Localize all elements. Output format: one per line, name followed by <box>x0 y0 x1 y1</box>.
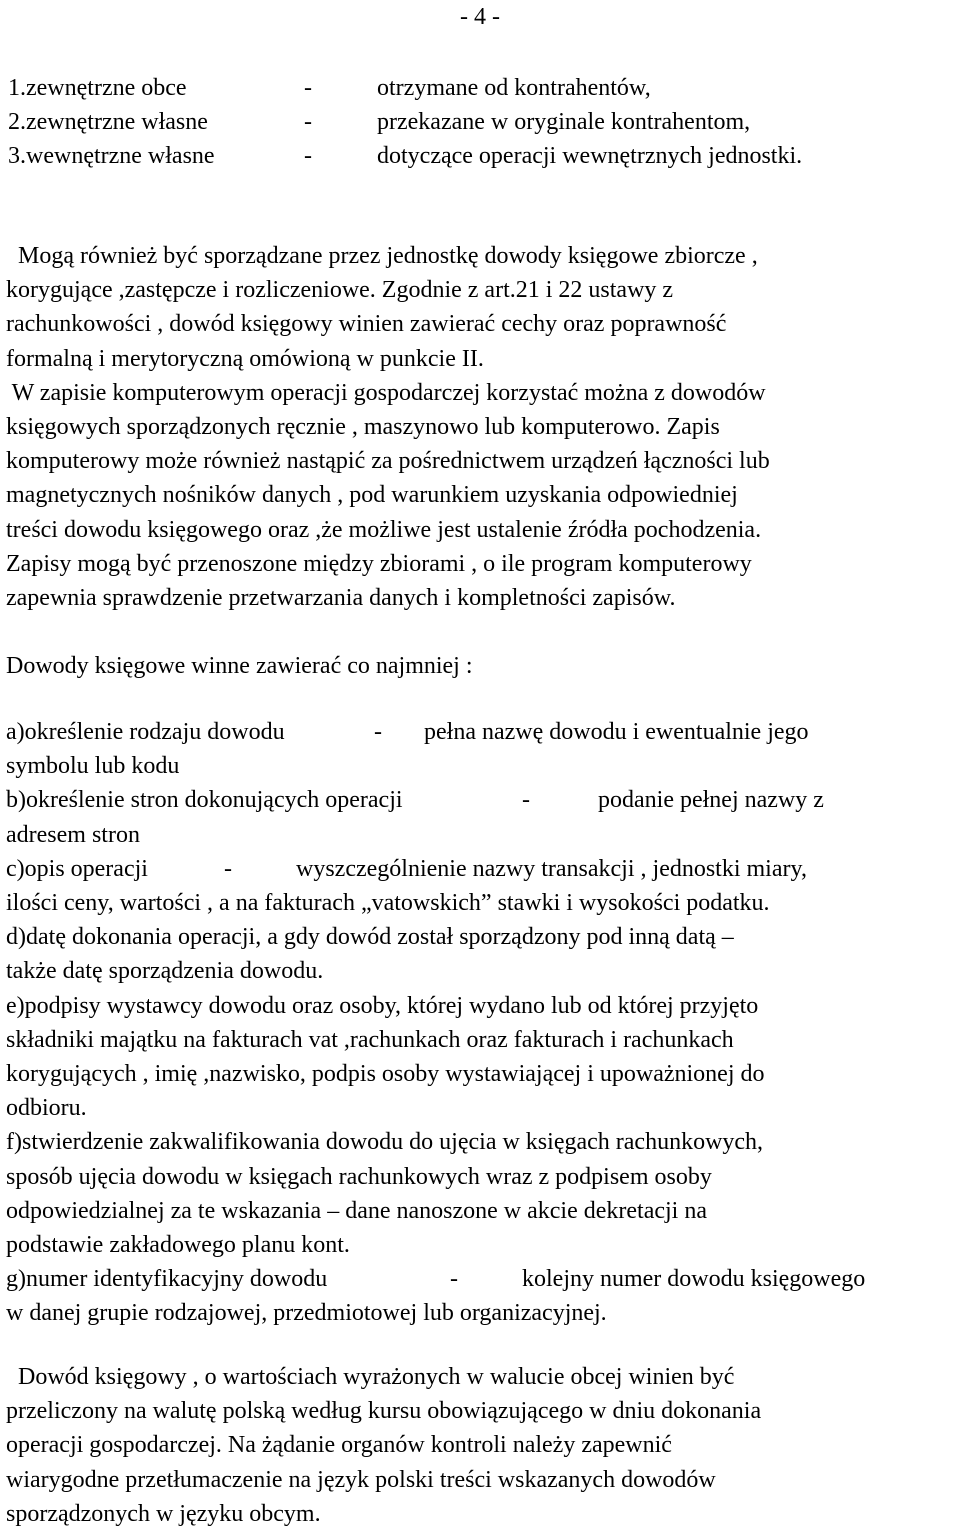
requirement-line: odpowiedzialnej za te wskazania – dane nanoszone w akcie dekretacji na <box>6 1197 708 1224</box>
document-type-dash: - <box>304 109 312 135</box>
paragraph-line: W zapisie komputerowym operacji gospodarczej korzystać można z dowodów <box>6 379 766 406</box>
paragraph-line: rachunkowości , dowód księgowy winien zawierać cechy oraz poprawność <box>6 311 727 338</box>
page-number: - 4 - <box>460 4 500 30</box>
requirement-line: podstawie zakładowego planu kont. <box>6 1232 350 1259</box>
requirement-line <box>6 783 946 817</box>
document-type-desc: otrzymane od kontrahentów, <box>377 75 651 101</box>
requirement-item-b <box>6 783 946 851</box>
requirement-line: symbolu lub kodu <box>6 753 180 780</box>
requirement-item-d <box>6 920 946 988</box>
paragraph-line: treści dowodu księgowego oraz ,że możliwe jest ustalenie źródła pochodzenia. <box>6 516 762 543</box>
paragraph-line: sporządzonych w języku obcym. <box>6 1500 321 1527</box>
paragraph-foreign-currency <box>6 1360 946 1531</box>
requirement-title: b)określenie stron dokonujących operacji <box>6 787 403 814</box>
document-type-dash: - <box>304 75 312 101</box>
requirement-title: a)określenie rodzaju dowodu <box>6 719 285 745</box>
paragraph-line: Zapisy mogą być przenoszone między zbiorami , o ile program komputerowy <box>6 550 752 577</box>
requirement-item-c <box>6 852 946 920</box>
paragraph-line: Mogą również być sporządzane przez jednostkę dowody księgowe zbiorcze , <box>6 243 758 269</box>
paragraph-line: przeliczony na walutę polską według kursu obowiązującego w dniu dokonania <box>6 1398 762 1425</box>
paragraph-line: korygujące ,zastępcze i rozliczeniowe. Zgodnie z art.21 i 22 ustawy z <box>6 277 674 304</box>
requirement-line: korygujących , imię ,nazwisko, podpis osoby wystawiającej i upoważnionej do <box>6 1061 765 1088</box>
requirement-item-a <box>6 715 946 783</box>
requirement-dash: - <box>374 719 382 745</box>
requirement-line: e)podpisy wystawcy dowodu oraz osoby, której wydano lub od której przyjęto <box>6 992 759 1019</box>
requirement-desc: podanie pełnej nazwy z <box>598 787 824 814</box>
requirement-item-g <box>6 1262 946 1330</box>
requirement-line <box>6 715 946 749</box>
requirement-line <box>6 852 946 886</box>
requirement-line: d)datę dokonania operacji, a gdy dowód został sporządzony pod inną datą – <box>6 924 734 951</box>
requirement-title: g)numer identyfikacyjny dowodu <box>6 1266 328 1293</box>
requirement-item-f <box>6 1125 946 1262</box>
paragraph-line: komputerowy może również nastąpić za pośrednictwem urządzeń łączności lub <box>6 448 770 475</box>
paragraph-line: Dowód księgowy , o wartościach wyrażonych w walucie obcej winien być <box>6 1364 735 1390</box>
requirement-line <box>6 1262 946 1296</box>
paragraph-line: magnetycznych nośników danych , pod warunkiem uzyskania odpowiedniej <box>6 482 738 509</box>
requirement-line: składniki majątku na fakturach vat ,rachunkach oraz fakturach i rachunkach <box>6 1026 734 1053</box>
document-type-desc: dotyczące operacji wewnętrznych jednostki. <box>377 143 803 169</box>
document-type-label: 3.wewnętrzne własne <box>8 143 215 169</box>
requirement-desc: pełna nazwę dowodu i ewentualnie jego <box>424 719 809 745</box>
paragraph-line: formalną i merytoryczną omówioną w punkcie II. <box>6 345 484 372</box>
requirement-title: c)opis operacji <box>6 855 148 882</box>
document-type-desc: przekazane w oryginale kontrahentom, <box>377 109 751 135</box>
paragraph-electronic-records <box>6 239 946 615</box>
paragraph-line: operacji gospodarczej. Na żądanie organów kontroli należy zapewnić <box>6 1432 672 1459</box>
paragraph-line: wiarygodne przetłumaczenie na język polski treści wskazanych dowodów <box>6 1466 716 1493</box>
requirement-dash: - <box>224 855 232 882</box>
requirement-dash: - <box>450 1266 458 1293</box>
requirement-line: także datę sporządzenia dowodu. <box>6 958 324 985</box>
requirement-line: ilości ceny, wartości , a na fakturach „vatowskich” stawki i wysokości podatku. <box>6 890 770 917</box>
requirement-line: adresem stron <box>6 821 140 848</box>
requirement-desc: wyszczególnienie nazwy transakcji , jednostki miary, <box>296 855 807 882</box>
requirement-desc: kolejny numer dowodu księgowego <box>522 1266 866 1293</box>
paragraph-line: zapewnia sprawdzenie przetwarzania danych i kompletności zapisów. <box>6 585 676 612</box>
document-type-label: 2.zewnętrzne własne <box>8 109 208 135</box>
requirements-heading: Dowody księgowe winne zawierać co najmniej : <box>6 653 473 679</box>
requirements-list <box>6 715 946 1331</box>
requirement-line: w danej grupie rodzajowej, przedmiotowej lub organizacyjnej. <box>6 1300 607 1327</box>
document-type-label: 1.zewnętrzne obce <box>8 75 187 101</box>
requirement-item-e <box>6 989 946 1126</box>
requirement-line: sposób ujęcia dowodu w księgach rachunkowych wraz z podpisem osoby <box>6 1163 712 1190</box>
requirement-line: f)stwierdzenie zakwalifikowania dowodu do ujęcia w księgach rachunkowych, <box>6 1129 764 1156</box>
paragraph-line: księgowych sporządzonych ręcznie , maszynowo lub komputerowo. Zapis <box>6 414 720 441</box>
requirement-dash: - <box>522 787 530 814</box>
document-type-dash: - <box>304 143 312 169</box>
requirement-line: odbioru. <box>6 1095 87 1122</box>
